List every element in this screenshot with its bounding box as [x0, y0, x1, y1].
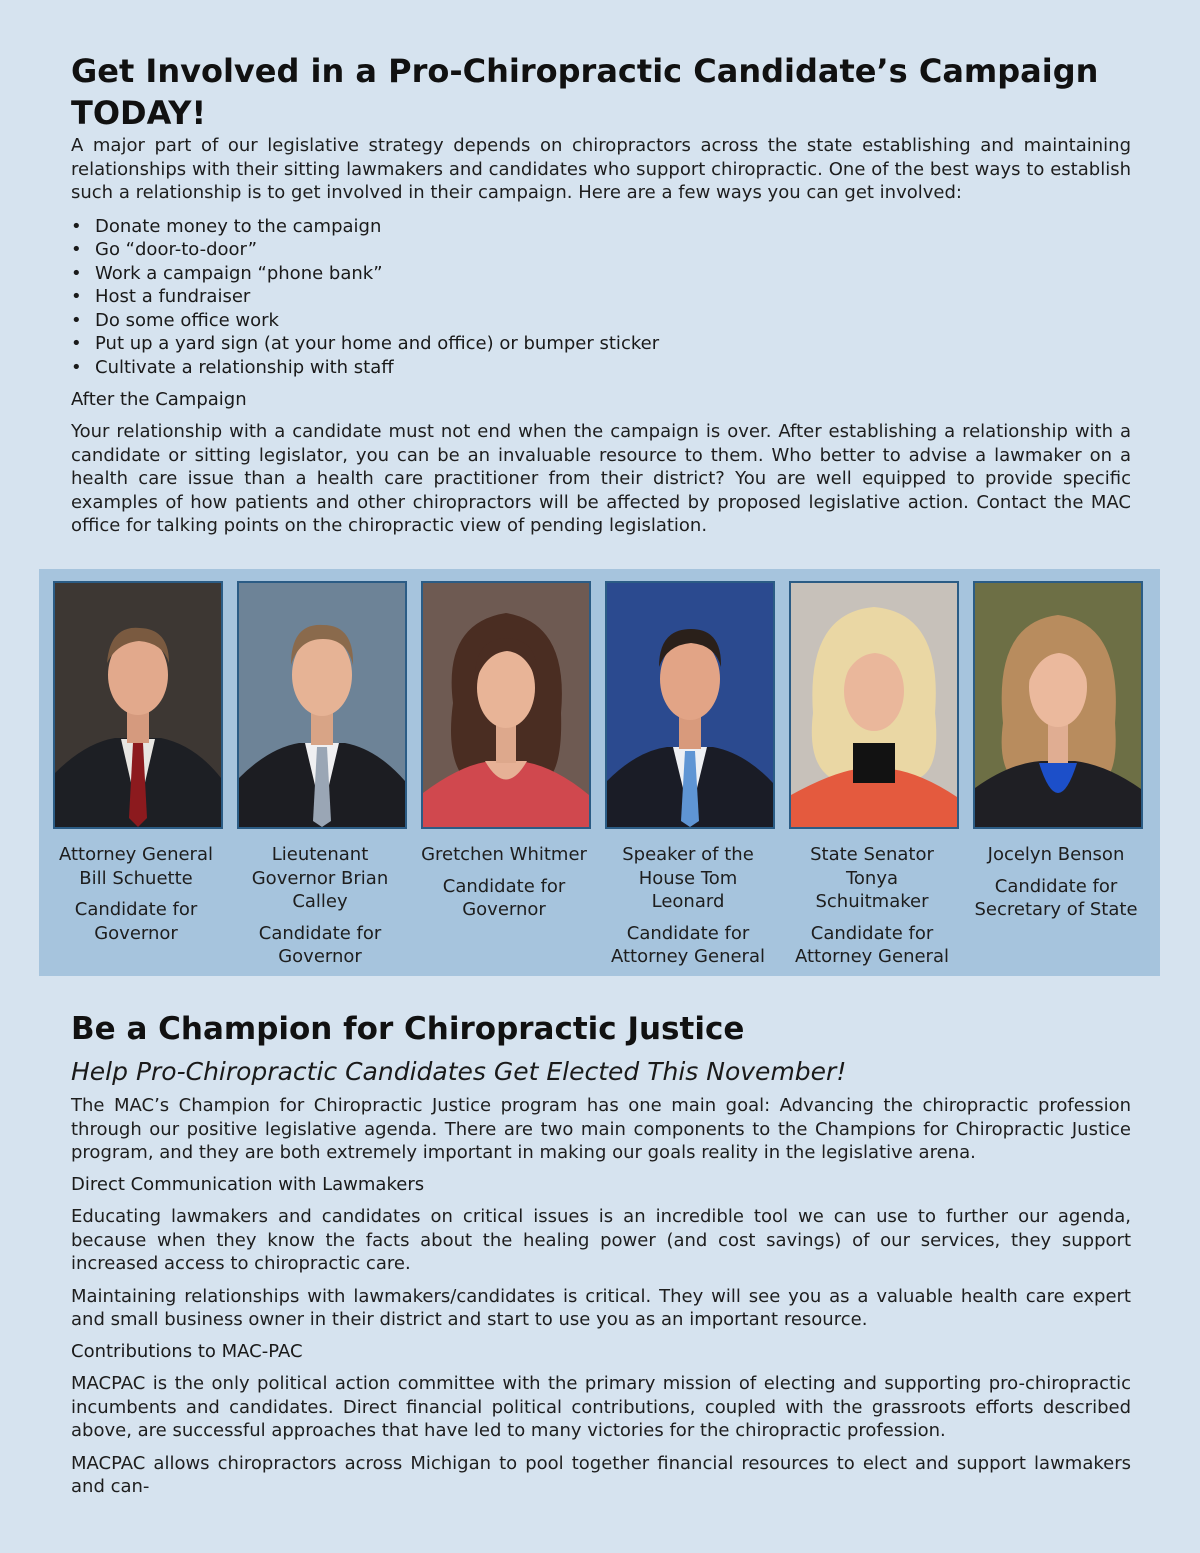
candidate-name: Jocelyn Benson [987, 844, 1125, 865]
champion-intro-paragraph: The MAC’s Champion for Chiropractic Justice program has one main goal: Advancing the chiropractic profession through our positive legislative agenda. There are two main components to the Champions for Chiropractic Justice program, and they are both extremely important in making our goals reality in the legislative arena. [71, 1095, 1131, 1163]
intro-paragraph: A major part of our legislative strategy depends on chiropractors across the state establishing and maintaining relationships with their sitting lawmakers and candidates who support chiropractic. One of the best ways to establish such a relationship is to get involved in their campaign. Here are a few ways you can get involved: [71, 135, 1131, 203]
after-campaign-paragraph: Your relationship with a candidate must not end when the campaign is over. After establishing a relationship with a candidate or sitting legislator, you can be an invaluable resource to them. Who better to advise a lawmaker on a health care issue than a health care practitioner from their district? You are well equipped to provide specific examples of how patients and other chiropractors will be affected by proposed legislative action. Contact the MAC office for talking points on the chiropractic view of pending legislation. [71, 421, 1131, 537]
candidate-photo [237, 581, 407, 829]
direct-communication-heading: Direct Communication with Lawmakers [71, 1173, 425, 1195]
candidate-name: State Senator Tonya Schuitmaker [810, 844, 934, 912]
candidate-photo [973, 581, 1143, 829]
champion-section [71, 1008, 1131, 1499]
after-campaign-heading: After the Campaign [71, 388, 247, 410]
candidate-role: Candidate for Attorney General [794, 922, 949, 967]
get-involved-title: Get Involved in a Pro-Chiropractic Candidate’s Campaign TODAY! [71, 52, 1099, 132]
educating-paragraph: Educating lawmakers and candidates on critical issues is an incredible tool we can use to further our agenda, because when they know the facts about the healing power (and cost savings) of our services, they support increased access to chiropractic care. [71, 1206, 1131, 1274]
get-involved-section [71, 50, 1131, 538]
list-item: • Do some office work [71, 309, 1131, 333]
candidate-name: Gretchen Whitmer [421, 844, 587, 865]
list-item: • Donate money to the campaign [71, 215, 1131, 239]
candidate-card [421, 581, 591, 922]
candidate-name: Attorney General Bill Schuette [58, 844, 213, 889]
candidate-card [53, 581, 223, 945]
candidate-name: Lieutenant Governor Brian Calley [251, 844, 389, 912]
list-item: • Go “door-to-door” [71, 238, 1131, 262]
list-item: • Cultivate a relationship with staff [71, 356, 1131, 380]
champion-tagline: Help Pro-Chiropractic Candidates Get Elected This November! [71, 1057, 847, 1086]
candidate-photo [53, 581, 223, 829]
list-item: • Work a campaign “phone bank” [71, 262, 1131, 286]
candidate-photo [421, 581, 591, 829]
candidate-role: Candidate for Attorney General [610, 922, 765, 967]
candidate-role: Candidate for Governor [74, 899, 198, 944]
list-item: • Put up a yard sign (at your home and office) or bumper sticker [71, 332, 1131, 356]
list-item: • Host a fundraiser [71, 285, 1131, 309]
candidate-photo [789, 581, 959, 829]
ways-to-get-involved-list [71, 215, 1131, 380]
maintaining-paragraph: Maintaining relationships with lawmakers/candidates is critical. They will see you as a valuable health care expert and small business owner in their district and start to use you as an important resource. [71, 1285, 1131, 1330]
candidate-photo-band [39, 569, 1160, 976]
candidate-name: Speaker of the House Tom Leonard [622, 844, 754, 912]
candidate-card [789, 581, 959, 969]
candidate-card [973, 581, 1143, 922]
macpac-paragraph: MACPAC is the only political action committee with the primary mission of electing and supporting pro-chiropractic incumbents and candidates. Direct financial political contributions, coupled with the grassroots efforts described above, are successful approaches that have led to many victories for the chiropractic profession. [71, 1373, 1131, 1441]
champion-title: Be a Champion for Chiropractic Justice [71, 1011, 745, 1047]
candidate-card [605, 581, 775, 969]
candidate-photo [605, 581, 775, 829]
candidate-role: Candidate for Secretary of State [974, 875, 1138, 920]
candidate-role: Candidate for Governor [258, 922, 382, 967]
contributions-heading: Contributions to MAC-PAC [71, 1340, 303, 1362]
candidate-role: Candidate for Governor [442, 875, 566, 920]
candidate-card [237, 581, 407, 969]
macpac-pool-paragraph: MACPAC allows chiropractors across Michigan to pool together financial resources to elect and support lawmakers and can- [71, 1452, 1131, 1497]
